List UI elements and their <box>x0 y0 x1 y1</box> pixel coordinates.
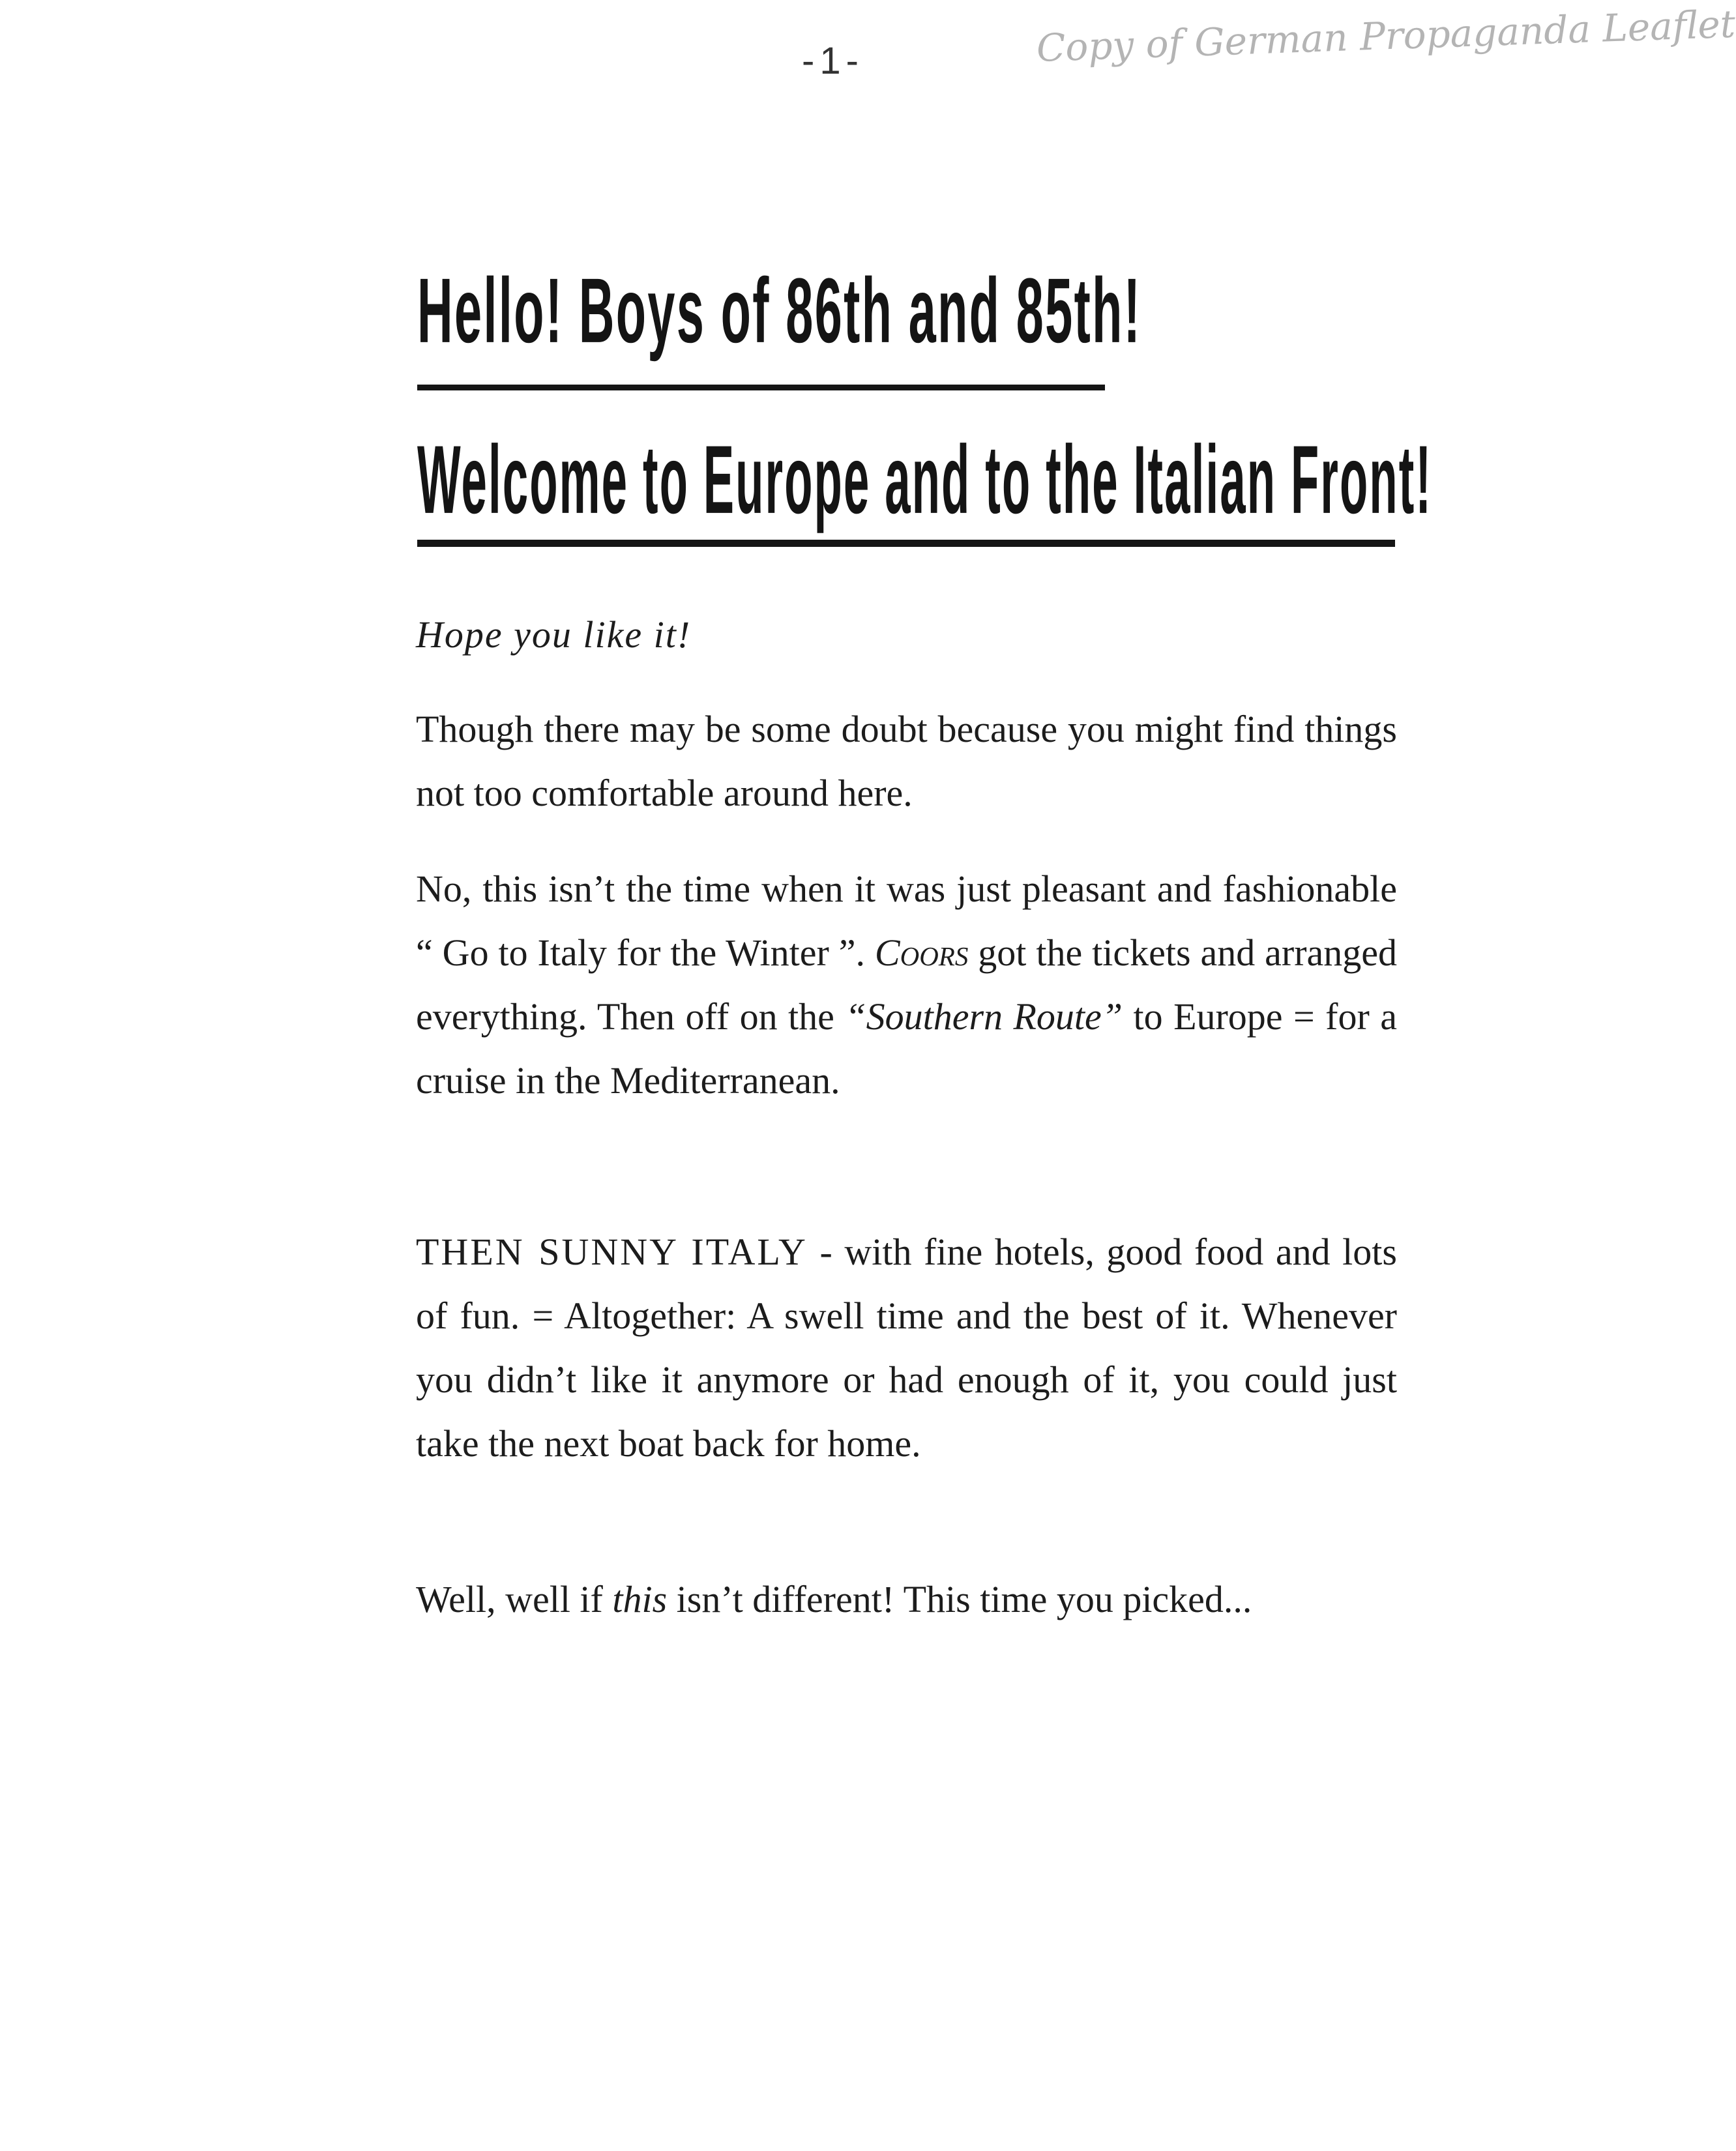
handwritten-note: Copy of German Propaganda Leaflet <box>1035 1 1736 70</box>
paragraph-4-part-1: Well, well if <box>416 1578 613 1620</box>
paragraph-3 <box>416 1220 1397 1476</box>
paragraph-1: Though there may be some doubt because you might find things not too comfortable around here. <box>416 708 1397 814</box>
paragraph-2-part-2: got the tickets and arranged everything. Then off on the <box>416 931 1398 1038</box>
this-emphasis: this <box>612 1578 668 1620</box>
page-number: -1- <box>802 40 864 82</box>
headline-line-2: Welcome to Europe and to the Italian Front! <box>417 425 1433 534</box>
coors-brand-name: Coors <box>874 931 969 974</box>
paragraph-4-part-2: isn’t different! This time you picked... <box>667 1578 1252 1620</box>
southern-route-phrase: “Southern Route” <box>845 995 1123 1038</box>
paragraph-3-rest: - with fine hotels, good food and lots of fun. = Altogether: A swell time and the best of it. Whenever you didn’t like it anymore or had enough of it, you could just take the next boat back for home. <box>416 1231 1397 1465</box>
headline-underline-2 <box>417 540 1395 547</box>
paragraph-2-part-3: to Europe = for a cruise in the Mediterranean. <box>416 995 1397 1102</box>
headline-line-1: Hello! Boys of 86th and 85th! <box>417 259 1142 362</box>
paragraph-2-part-1: No, this isn’t the time when it was just pleasant and fashionable “ Go to Italy for the Winter ”. <box>416 868 1397 974</box>
sunny-italy-lead: THEN SUNNY ITALY <box>416 1231 808 1273</box>
intro-line: Hope you like it! <box>416 613 692 656</box>
paragraph-2 <box>416 857 1397 1113</box>
headline-underline-1 <box>417 385 1105 390</box>
paragraph-4 <box>416 1568 1397 1632</box>
